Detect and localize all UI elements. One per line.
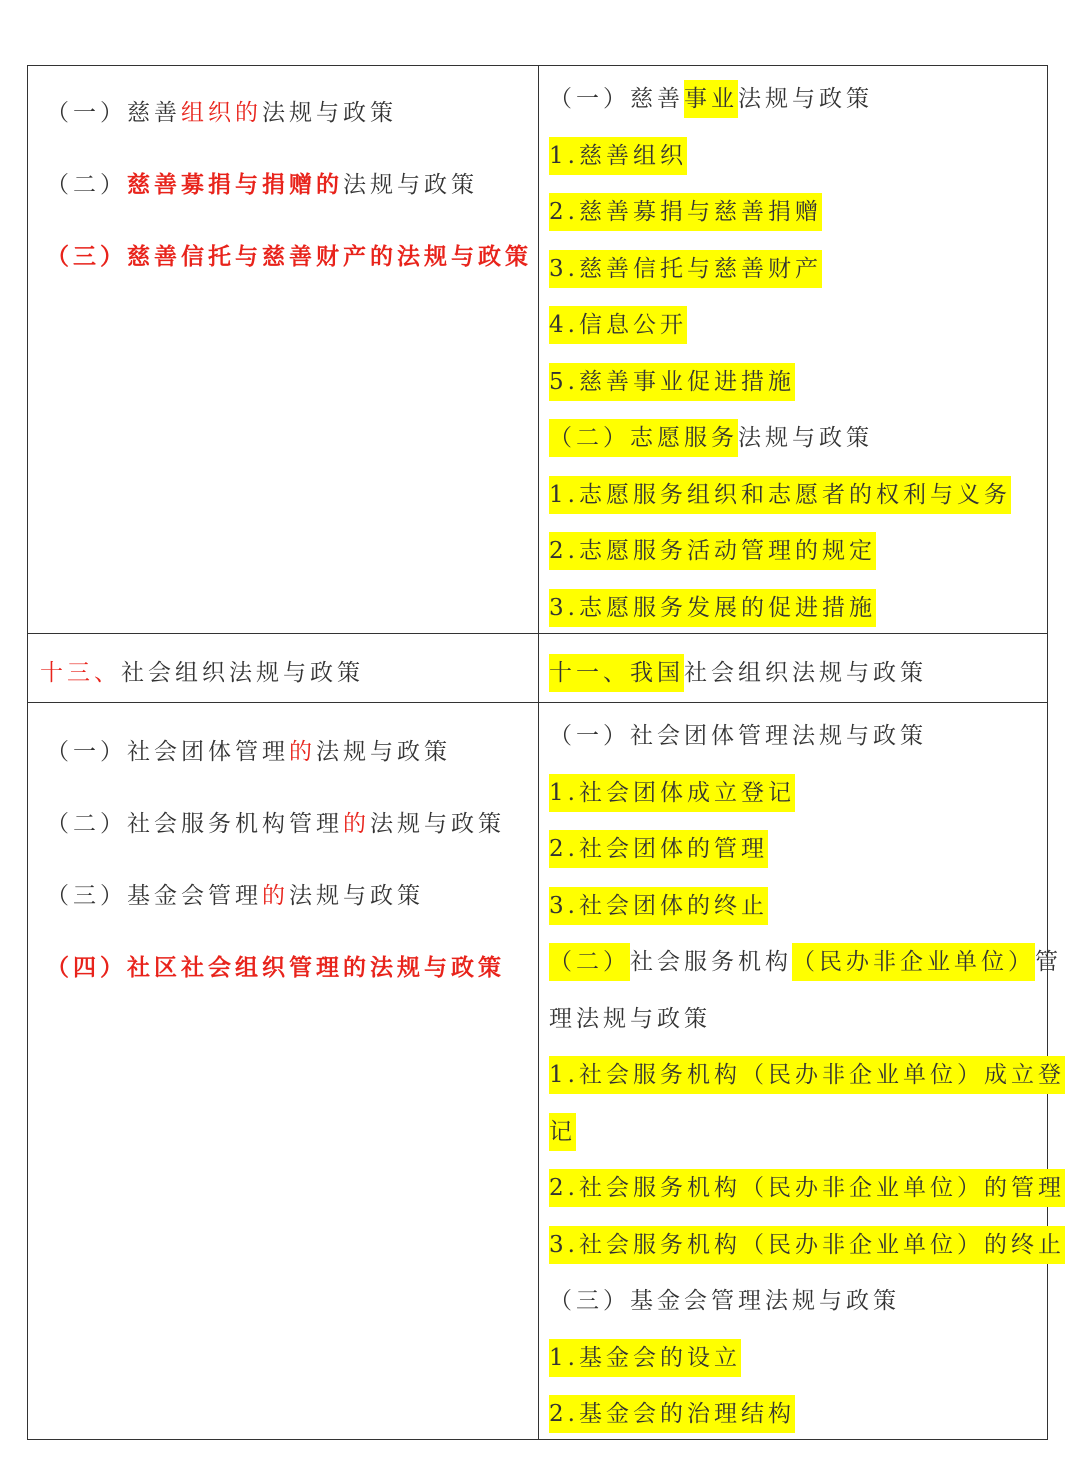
left-cell-charity [28, 66, 539, 633]
right-cell-section-title [539, 634, 1047, 702]
right-item: 1.社会服务机构（民办非企业单位）成立登 [549, 1056, 1065, 1089]
right-heading-charity: （一）慈善事业法规与政策 [549, 80, 873, 113]
table-row [28, 634, 1047, 703]
left-cell-section-title [28, 634, 539, 702]
right-cell-social-org [539, 703, 1065, 1439]
left-line-community-org: （四）社区社会组织管理的法规与政策 [46, 954, 505, 981]
right-item: 1.慈善组织 [549, 137, 687, 170]
table-row [28, 703, 1065, 1439]
right-heading-social-service: （二）社会服务机构（民办非企业单位）管 [549, 943, 1062, 976]
right-item: 2.社会团体的管理 [549, 830, 768, 863]
right-section-title: 十一、我国社会组织法规与政策 [549, 654, 927, 687]
left-line-charity-donation: （二）慈善募捐与捐赠的法规与政策 [46, 171, 478, 198]
right-heading-foundation: （三）基金会管理法规与政策 [549, 1288, 900, 1314]
right-item: 1.志愿服务组织和志愿者的权利与义务 [549, 476, 1011, 509]
comparison-table [27, 65, 1065, 1440]
left-line-social-service: （二）社会服务机构管理的法规与政策 [46, 811, 505, 837]
right-item: 2.志愿服务活动管理的规定 [549, 532, 876, 565]
right-heading-social-group: （一）社会团体管理法规与政策 [549, 723, 927, 749]
right-cell-charity [539, 66, 1047, 633]
table-row [28, 66, 1047, 634]
left-section-title: 十三、社会组织法规与政策 [40, 660, 364, 686]
right-item: 2.社会服务机构（民办非企业单位）的管理 [549, 1169, 1065, 1202]
left-cell-social-org [28, 703, 539, 1439]
left-line-charity-org: （一）慈善组织的法规与政策 [46, 100, 397, 126]
right-item: 4.信息公开 [549, 306, 687, 339]
right-item: 3.社会团体的终止 [549, 887, 768, 920]
right-heading-volunteer: （二）志愿服务法规与政策 [549, 419, 873, 452]
right-item: 3.社会服务机构（民办非企业单位）的终止 [549, 1226, 1065, 1259]
left-line-social-group: （一）社会团体管理的法规与政策 [46, 739, 451, 765]
right-item: 1.社会团体成立登记 [549, 774, 795, 807]
right-item: 1.基金会的设立 [549, 1339, 741, 1372]
right-item: 3.慈善信托与慈善财产 [549, 250, 822, 283]
right-item: 3.志愿服务发展的促进措施 [549, 589, 876, 622]
right-item: 5.慈善事业促进措施 [549, 363, 795, 396]
left-line-foundation: （三）基金会管理的法规与政策 [46, 883, 424, 909]
right-item-cont: 记 [549, 1113, 576, 1146]
right-heading-social-service-cont: 理法规与政策 [549, 1006, 711, 1032]
right-item: 2.基金会的治理结构 [549, 1395, 795, 1428]
right-item: 2.慈善募捐与慈善捐赠 [549, 193, 822, 226]
left-line-charity-trust: （三）慈善信托与慈善财产的法规与政策 [46, 243, 532, 270]
